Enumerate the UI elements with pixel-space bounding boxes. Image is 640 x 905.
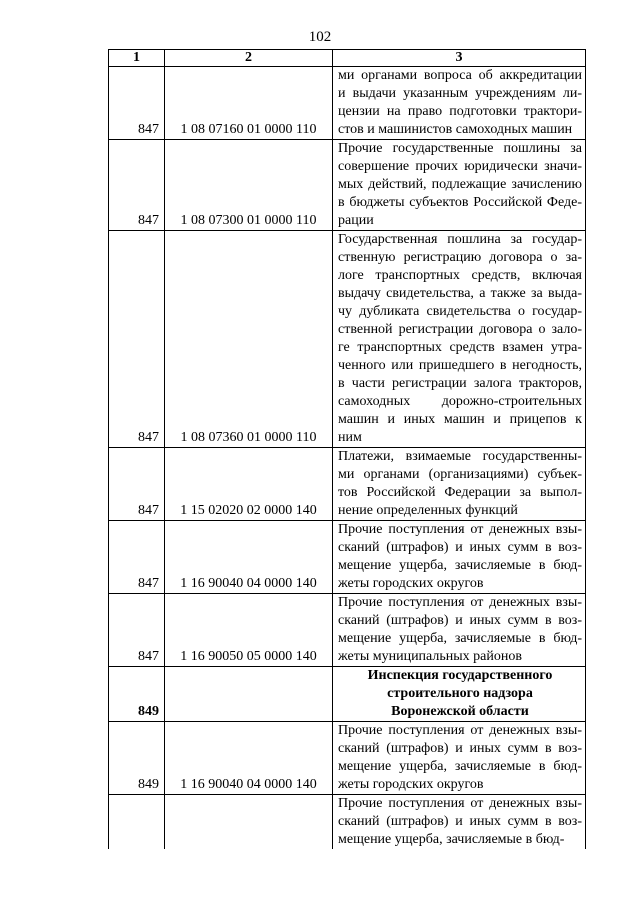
budget-classification-code-cell: 1 08 07300 01 0000 110 [165, 140, 333, 231]
description-line: Прочие поступления от денежных взы- [338, 522, 582, 537]
description-line: тов Российской Федерации за выпол- [338, 485, 582, 500]
budget-classification-code-cell: 1 15 02020 02 0000 140 [165, 448, 333, 521]
budget-classification-code-cell: 1 16 90040 04 0000 140 [165, 722, 333, 795]
description-line: самоходных дорожно-строительных [338, 394, 582, 409]
admin-code-cell: 847 [109, 231, 165, 448]
budget-classification-code-cell [165, 795, 333, 850]
description-line: ственную регистрацию договора о за- [338, 250, 582, 265]
description-line: Воронежской области [391, 704, 529, 719]
table-row [109, 521, 586, 594]
table-row [109, 140, 586, 231]
table-body [109, 67, 586, 850]
description-line: Прочие поступления от денежных взы- [338, 595, 582, 610]
admin-code-cell: 847 [109, 140, 165, 231]
description-line: чу дубликата свидетельства о государ- [338, 304, 582, 319]
table-row [109, 667, 586, 722]
description-line: сканий (штрафов) и иных сумм в воз- [338, 814, 582, 829]
description-line: и выдачи указанным учреждениям ли- [338, 86, 582, 101]
table-row [109, 448, 586, 521]
budget-classification-code-cell: 1 08 07360 01 0000 110 [165, 231, 333, 448]
description-line: сканий (штрафов) и иных сумм в воз- [338, 741, 582, 756]
description-cell [333, 140, 586, 231]
description-cell [333, 722, 586, 795]
budget-classification-code-cell [165, 667, 333, 722]
description-line: нение определенных функций [338, 503, 518, 518]
admin-code-cell: 847 [109, 448, 165, 521]
column-header-3: 3 [333, 50, 586, 67]
description-cell [333, 667, 586, 722]
admin-code-cell: 849 [109, 667, 165, 722]
budget-codes-table [108, 49, 586, 849]
page-number: 102 [308, 29, 332, 45]
description-line: мещение ущерба, зачисляемые в бюд- [338, 759, 582, 774]
column-header-2: 2 [165, 50, 333, 67]
description-line: машин и иных машин и прицепов к [338, 412, 582, 427]
table-row [109, 231, 586, 448]
description-line: сканий (штрафов) и иных сумм в воз- [338, 613, 582, 628]
description-line: мых действий, подлежащие зачислению [338, 177, 582, 192]
description-line: мещение ущерба, зачисляемые в бюд- [338, 832, 565, 847]
description-line: Прочие поступления от денежных взы- [338, 723, 582, 738]
description-line: логе транспортных средств, включая [338, 268, 582, 283]
description-line: ми органами (организациями) субъек- [338, 467, 582, 482]
budget-classification-code-cell: 1 08 07160 01 0000 110 [165, 67, 333, 140]
description-line: цензии на право подготовки трактори- [338, 104, 582, 119]
admin-code-cell: 847 [109, 594, 165, 667]
table-row [109, 594, 586, 667]
description-line: рации [338, 213, 374, 228]
description-line: в бюджеты субъектов Российской Феде- [338, 195, 582, 210]
description-cell [333, 448, 586, 521]
admin-code-cell [109, 795, 165, 850]
budget-classification-code-cell: 1 16 90040 04 0000 140 [165, 521, 333, 594]
description-line: сканий (штрафов) и иных сумм в воз- [338, 540, 582, 555]
description-line: мещение ущерба, зачисляемые в бюд- [338, 558, 582, 573]
table-row [109, 722, 586, 795]
description-line: ченного или пришедшего в негодность, [338, 358, 582, 373]
description-line: Прочие государственные пошлины за [338, 141, 582, 156]
admin-code-cell: 847 [109, 67, 165, 140]
description-line: в части регистрации залога тракторов, [338, 376, 582, 391]
description-line: стов и машинистов самоходных машин [338, 122, 573, 137]
column-header-1: 1 [109, 50, 165, 67]
admin-code-cell: 847 [109, 521, 165, 594]
description-line: жеты муниципальных районов [338, 649, 522, 664]
description-line: ственной регистрации договора о зало- [338, 322, 582, 337]
description-cell [333, 67, 586, 140]
description-line: Инспекция государственного [367, 668, 553, 683]
description-line: Платежи, взимаемые государственны- [338, 449, 582, 464]
description-cell [333, 594, 586, 667]
description-line: строительного надзора [387, 686, 533, 701]
description-cell [333, 521, 586, 594]
table-header-row [109, 50, 586, 67]
description-line: жеты городских округов [338, 576, 484, 591]
table-row [109, 795, 586, 850]
description-line: мещение ущерба, зачисляемые в бюд- [338, 631, 582, 646]
budget-classification-code-cell: 1 16 90050 05 0000 140 [165, 594, 333, 667]
description-line: совершение прочих юридически значи- [338, 159, 582, 174]
description-line: ним [338, 430, 362, 445]
description-line: жеты городских округов [338, 777, 484, 792]
description-cell [333, 795, 586, 850]
admin-code-cell: 849 [109, 722, 165, 795]
description-line: ге транспортных средств взамен утра- [338, 340, 582, 355]
description-line: Прочие поступления от денежных взы- [338, 796, 582, 811]
description-cell [333, 231, 586, 448]
description-line: Государственная пошлина за государ- [338, 232, 582, 247]
description-line: ми органами вопроса об аккредитации [338, 68, 582, 83]
description-line: выдачу свидетельства, а также за выда- [338, 286, 582, 301]
table-row [109, 67, 586, 140]
